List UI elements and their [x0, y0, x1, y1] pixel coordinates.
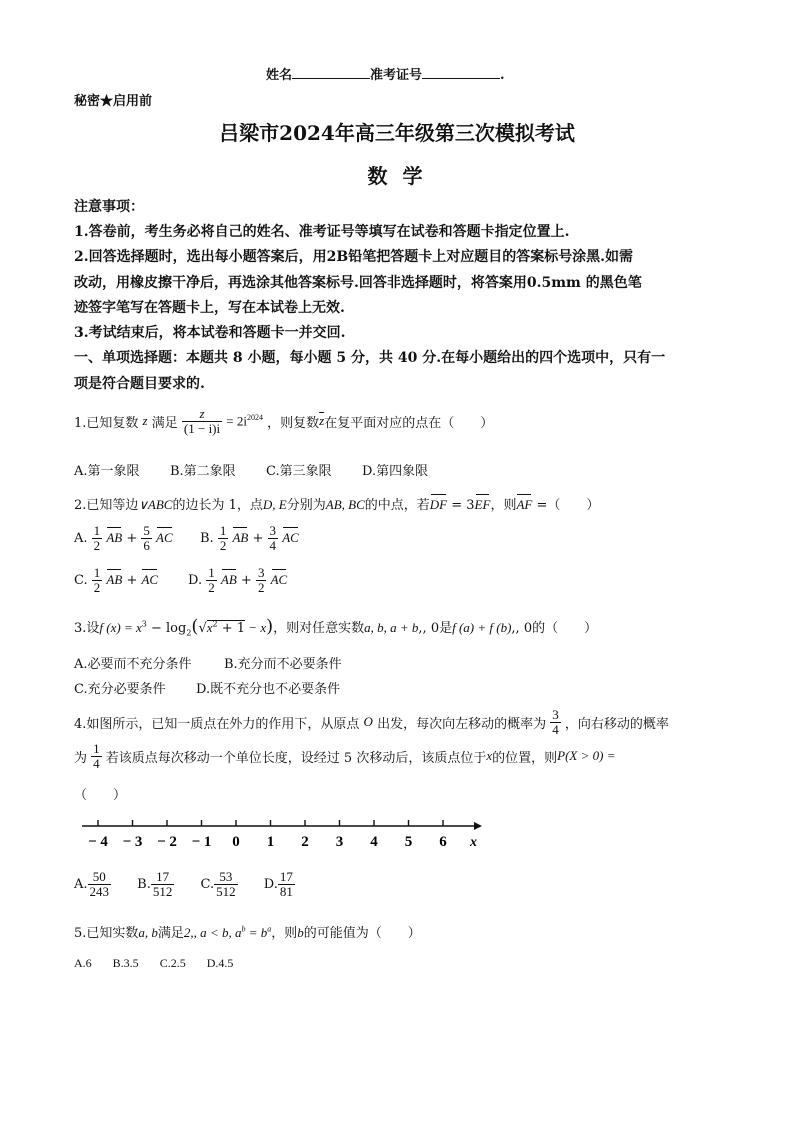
q1-option-d: D.第四象限 [362, 464, 429, 479]
axis-tick-label: − 4 [88, 834, 108, 850]
q3-vars: a, b, a + b [364, 620, 419, 635]
q2-c-coef1 [92, 566, 103, 594]
q2-stem-a: 2.已知等边 [74, 498, 139, 513]
q2-d-coef2 [256, 566, 267, 594]
q4-line2c: 的位置，则 [492, 750, 558, 766]
question-1 [74, 407, 493, 435]
q1-eq [226, 413, 263, 429]
q2-b-coef1 [218, 524, 229, 552]
q2-b-c2d: 4 [269, 537, 277, 553]
q2-option-d [188, 566, 287, 594]
q2-a-v2: AC [156, 530, 173, 546]
q2-points: D, E [262, 497, 287, 512]
q2-a-coef1 [92, 524, 103, 552]
q2-a-c1d: 2 [93, 537, 101, 553]
q2-vec-ef: EF [474, 497, 491, 512]
q1-mid: 满足 [151, 415, 178, 431]
note-2a: 2.回答选择题时，选出每小题答案后，用2B铅笔把答题卡上对应题目的答案标号涂黑.如需 [74, 249, 634, 265]
name-exam-line [266, 64, 505, 83]
q2-vec-af: AF [516, 497, 533, 512]
q2-c-c1d: 2 [93, 579, 101, 595]
q4-b-n: 17 [151, 870, 175, 885]
q2-a-v1: AB [106, 530, 123, 546]
exam-no-blank [422, 66, 500, 79]
note-1: 1.答卷前，考生务必将自己的姓名、准考证号等填写在试卷和答题卡指定位置上. [74, 224, 570, 240]
axis-tick-label: 0 [232, 834, 240, 850]
q4-pl-d: 4 [552, 721, 559, 737]
q2-a-c2n: 5 [143, 523, 150, 538]
q4-x: x [486, 748, 493, 764]
q2-b-v1: AB [232, 530, 249, 546]
q2-c-c1n: 1 [93, 565, 101, 580]
axis-tick-label: 6 [439, 834, 447, 850]
q2-c-plus: + [126, 572, 138, 588]
q2-a-coef2 [141, 524, 152, 552]
q4-b-label: B. [137, 876, 151, 892]
q1-suffix2: 在复平面对应的点在（ ） [324, 415, 494, 431]
q2-a-label: A. [74, 530, 88, 546]
note-2b: 改动，用橡皮擦干净后，再选涂其他答案标号.回答非选择题时，将答案用0.5mm 的黑色笔 [74, 275, 642, 291]
q4-line1c: ，向右移动的概率 [564, 716, 669, 732]
q4-line1: 4.如图所示，已知一质点在外力的作用下，从原点 [74, 716, 360, 732]
q4-pr-n: 1 [93, 741, 100, 756]
q2-a-c1n: 1 [93, 523, 101, 538]
number-line-svg [78, 812, 488, 856]
q2-stem-e: ，则 [490, 498, 517, 513]
q5-eq: = b [245, 925, 268, 940]
q5-mid: 满足 [157, 926, 184, 941]
axis-tick-label: 1 [266, 834, 275, 850]
note-2c: 迹签字笔写在答题卡上，写在本试卷上无效. [74, 300, 345, 316]
section1-line2: 项是符合题目要求的. [74, 376, 205, 392]
q2-b-coef2 [268, 524, 279, 552]
q1-option-a: A.第一象限 [74, 464, 140, 479]
q2-stem-b: 的边长为 1，点 [172, 498, 263, 513]
q2-stem-d: 的中点，若 [364, 498, 430, 513]
q3-cube: 3 [141, 619, 147, 629]
q2-b-c1d: 2 [219, 537, 227, 553]
q3-sqrt-x: x [206, 620, 213, 635]
notes-heading: 注意事项： [74, 199, 144, 215]
axis-tick-label: − 1 [191, 834, 212, 850]
q4-a-frac [88, 870, 112, 898]
q4-pl-n: 3 [552, 707, 559, 722]
question-5 [74, 922, 421, 941]
q4-options [74, 870, 295, 898]
number-line-figure [78, 812, 488, 856]
q4-prob: P(X > 0) = [557, 748, 616, 764]
q3-paren-open: ( [191, 616, 199, 637]
q5-prefix: 5.已知实数 [74, 926, 139, 941]
q1-z: z [142, 413, 148, 429]
q2-b-c1n: 1 [219, 523, 227, 538]
q3-ge2: ,, 0 [511, 621, 533, 636]
axis-tick-label: 5 [404, 834, 413, 850]
axis-tick-label: − 3 [122, 834, 143, 850]
q5-cond: 2,, a < b, a [183, 925, 242, 940]
q5-option-c: C.2.5 [159, 956, 186, 970]
q2-a-c2d: 6 [143, 537, 150, 553]
q4-pr-d: 4 [93, 755, 100, 771]
q3-option-c: C.充分必要条件 [74, 682, 166, 697]
q2-b-c2n: 3 [269, 523, 277, 538]
q2-d-label: D. [188, 572, 203, 588]
q4-a-label: A. [74, 876, 88, 892]
name-blank [292, 66, 370, 79]
q3-sqrt-sq: 2 [212, 619, 218, 629]
q4-d-n: 17 [279, 869, 293, 884]
q1-zbar: $\overline{z}$ [319, 413, 325, 429]
question-4-line2 [74, 742, 615, 770]
q4-b-d: 512 [152, 883, 173, 899]
axis-var-label: x [470, 835, 477, 850]
question-4-line1 [74, 708, 669, 736]
q1-option-c: C.第三象限 [266, 464, 332, 479]
note-3: 3.考试结束后，将本试卷和答题卡一并交回. [74, 325, 346, 341]
q2-vec-df: DF [429, 497, 448, 512]
q3-fab: f (a) + f (b) [452, 620, 512, 635]
q3-after-sqrt: − x [245, 620, 267, 635]
q2-d-c1n: 1 [208, 565, 215, 580]
q4-origin: O [363, 714, 373, 730]
q3-option-b: B.充分而不必要条件 [224, 657, 342, 672]
q1-exp: 2024 [246, 412, 263, 422]
q4-c-label: C. [200, 876, 215, 892]
q3-prefix: 3.设 [74, 621, 100, 636]
q2-option-b [200, 524, 299, 552]
page-title: 吕梁市2024年高三年级第三次模拟考试 [219, 121, 575, 145]
subject-title: 数 学 [367, 164, 427, 188]
question-2 [74, 494, 599, 513]
q3-mid: ，则对任意实数 [273, 621, 365, 636]
q4-b-frac [151, 870, 175, 898]
q2-b-v2: AC [282, 530, 299, 546]
q1-frac-num: z [182, 407, 222, 422]
q5-options [74, 956, 233, 971]
q2-d-plus: + [240, 572, 252, 588]
q4-d-label: D. [263, 876, 278, 892]
q3-option-a: A.必要而不充分条件 [74, 657, 192, 672]
end-mark: . [500, 68, 505, 83]
question-3 [74, 616, 597, 638]
exam-no-label: 准考证号 [370, 68, 423, 83]
q4-line2a: 为 [74, 750, 88, 766]
q5-b: b [297, 925, 304, 940]
q4-d-d: 81 [279, 883, 293, 899]
axis-tick-label: 3 [335, 834, 344, 850]
q4-a-d: 243 [89, 883, 110, 899]
section1-line1: 一、单项选择题：本题共 8 小题，每小题 5 分，共 40 分.在每小题给出的四个选项中，只有一 [74, 350, 666, 366]
axis-tick-label: 2 [301, 834, 309, 850]
q2-d-c2n: 3 [257, 565, 265, 580]
q4-right-prob [91, 742, 102, 770]
q3-minus-log: − log [146, 621, 187, 636]
q4-c-n: 53 [214, 870, 238, 885]
q1-prefix: 1.已知复数 [74, 415, 139, 431]
q5-option-b: B.3.5 [112, 956, 139, 970]
q3-option-d: D.既不充分也不必要条件 [196, 682, 341, 697]
q2-b-plus: + [252, 530, 264, 546]
name-label: 姓名 [266, 68, 293, 83]
q2-b-label: B. [200, 530, 214, 546]
q4-a-n: 50 [88, 870, 112, 885]
q1-suffix1: ，则复数 [267, 415, 320, 431]
q4-c-d: 512 [216, 883, 236, 899]
q3-is: 是 [439, 621, 453, 636]
q2-c-label: C. [74, 572, 88, 588]
q5-option-d: D.4.5 [206, 956, 234, 970]
q2-triangle: ∨ABC [138, 497, 173, 512]
q3-log-base: 2 [186, 628, 192, 638]
q2-segments: AB, BC [325, 497, 365, 512]
q3-sqrt-sign: √ [198, 621, 207, 636]
q2-option-a [74, 524, 173, 552]
q3-sqrt-body [207, 620, 245, 636]
q2-d-coef1 [206, 566, 217, 594]
q2-eq: = 3 [447, 498, 475, 513]
q3-fx: f (x) = x [99, 620, 142, 635]
axis-tick-label: − 2 [157, 834, 177, 850]
q2-d-v2: AC [270, 572, 288, 588]
q2-d-c1d: 2 [208, 579, 215, 595]
axis-tick-label: 4 [370, 834, 378, 850]
q3-paren-close: ) [266, 616, 274, 637]
q4-d-frac [278, 870, 295, 898]
q2-stem-f: =（ ） [532, 498, 600, 513]
q5-exp-a: a [267, 924, 272, 934]
q4-left-prob [550, 708, 561, 736]
secret-label: 秘密★启用前 [74, 94, 153, 109]
q5-exp-b: b [241, 924, 246, 934]
q1-frac-den: (1 − i)i [183, 420, 221, 436]
q3-ge: ,, 0 [418, 621, 440, 636]
q5-vars: a, b [138, 925, 158, 940]
q3-sqrt-rest: + 1 [217, 621, 246, 636]
q1-eq-text: = 2i [226, 413, 247, 429]
q5-suffix1: ，则 [271, 926, 298, 941]
q2-d-v1: AB [220, 572, 237, 588]
q2-d-c2d: 2 [257, 579, 265, 595]
q4-line2b: 若该质点每次移动一个单位长度，设经过 5 次移动后，该质点位于 [105, 750, 487, 766]
q2-c-v1: AB [106, 572, 123, 588]
q2-option-c [74, 566, 158, 594]
q2-c-v2: AC [141, 572, 159, 588]
q4-line1b: 出发，每次向左移动的概率为 [377, 716, 547, 732]
q2-stem-c: 分别为 [286, 498, 326, 513]
number-line-arrow [474, 822, 482, 830]
q5-suffix2: 的可能值为（ ） [303, 926, 421, 941]
q1-option-b: B.第二象限 [170, 464, 236, 479]
q2-a-plus: + [126, 530, 138, 546]
q1-fraction [182, 407, 222, 435]
q5-option-a: A.6 [74, 956, 92, 970]
q4-paren: （ ） [74, 788, 127, 803]
q4-c-frac [214, 870, 238, 898]
q3-suffix: 的（ ） [532, 621, 598, 636]
